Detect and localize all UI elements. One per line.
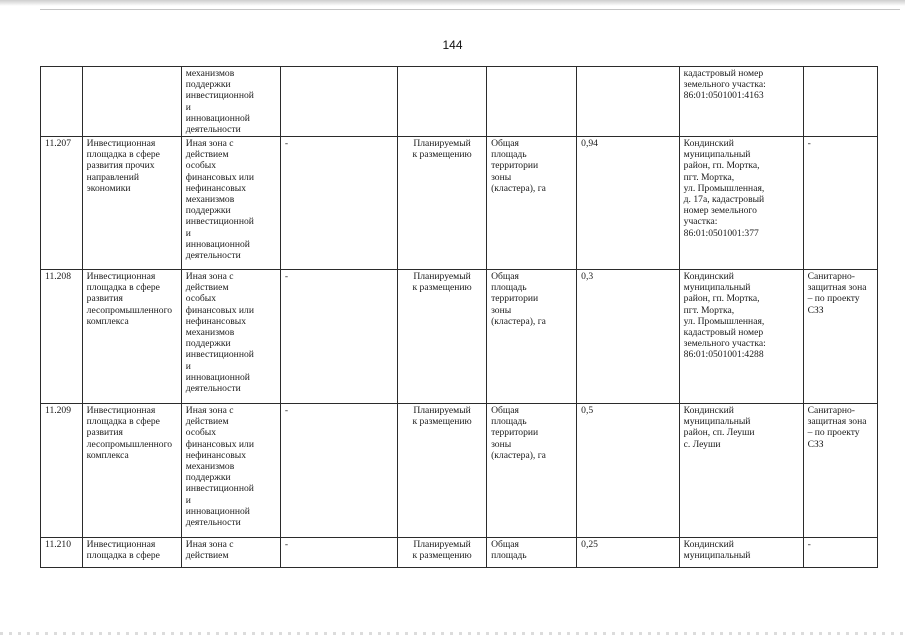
code-cell: 11.210 — [41, 538, 83, 568]
indicator-cell: Общая площадь территории зоны (кластера), га — [487, 404, 577, 538]
zone-type-cell: Иная зона с действием особых финансовых или нефинансовых механизмов поддержки инвестиционной и инновационной деятельности — [181, 404, 280, 538]
table-row — [41, 270, 878, 404]
scan-top-line — [40, 9, 900, 10]
indicator-cell: Общая площадь территории зоны (кластера), га — [487, 137, 577, 270]
object-name-cell — [82, 67, 181, 137]
location-cell: Кондинский муниципальный район, гп. Мортка, пгт. Мортка, ул. Промышленная, д. 17а, кадастровый номер земельного участка: 86:01:0501001:377 — [679, 137, 803, 270]
object-name-cell: Инвестиционная площадка в сфере развития прочих направлений экономики — [82, 137, 181, 270]
location-cell: Кондинский муниципальный район, гп. Мортка, пгт. Мортка, ул. Промышленная, кадастровый номер земельного участка: 86:01:0501001:4288 — [679, 270, 803, 404]
value-cell — [577, 67, 680, 137]
indicator-cell: Общая площадь — [487, 538, 577, 568]
note-cell — [803, 67, 877, 137]
status-cell: Планируемый к размещению — [398, 538, 487, 568]
status-cell: Планируемый к размещению — [398, 270, 487, 404]
indicator-cell: Общая площадь территории зоны (кластера), га — [487, 270, 577, 404]
location-cell: Кондинский муниципальный — [679, 538, 803, 568]
note-cell: - — [803, 538, 877, 568]
value-cell: 0,3 — [577, 270, 680, 404]
code-cell — [41, 67, 83, 137]
object-name-cell: Инвестиционная площадка в сфере развития лесопромышленного комплекса — [82, 404, 181, 538]
location-cell: кадастровый номер земельного участка: 86:01:0501001:4163 — [679, 67, 803, 137]
zone-type-cell: Иная зона с действием особых финансовых или нефинансовых механизмов поддержки инвестиционной и инновационной деятельности — [181, 270, 280, 404]
zone-type-cell: Иная зона с действием — [181, 538, 280, 568]
table-row — [41, 67, 878, 137]
table-row — [41, 137, 878, 270]
scan-top-shadow — [0, 0, 905, 6]
dash-cell: - — [280, 538, 397, 568]
table-row — [41, 538, 878, 568]
dash-cell: - — [280, 270, 397, 404]
indicator-cell — [487, 67, 577, 137]
location-cell: Кондинский муниципальный район, сп. Леуши с. Леуши — [679, 404, 803, 538]
value-cell: 0,25 — [577, 538, 680, 568]
value-cell: 0,94 — [577, 137, 680, 270]
page-number: 144 — [442, 38, 463, 52]
scan-bottom-noise — [0, 632, 905, 635]
value-cell: 0,5 — [577, 404, 680, 538]
object-name-cell: Инвестиционная площадка в сфере — [82, 538, 181, 568]
note-cell: Санитарно- защитная зона – по проекту СЗЗ — [803, 404, 877, 538]
dash-cell: - — [280, 137, 397, 270]
status-cell — [398, 67, 487, 137]
status-cell: Планируемый к размещению — [398, 404, 487, 538]
table-row — [41, 404, 878, 538]
status-cell: Планируемый к размещению — [398, 137, 487, 270]
dash-cell: - — [280, 404, 397, 538]
object-name-cell: Инвестиционная площадка в сфере развития лесопромышленного комплекса — [82, 270, 181, 404]
zone-type-cell: механизмов поддержки инвестиционной и инновационной деятельности — [181, 67, 280, 137]
note-cell: - — [803, 137, 877, 270]
code-cell: 11.207 — [41, 137, 83, 270]
note-cell: Санитарно- защитная зона – по проекту СЗЗ — [803, 270, 877, 404]
code-cell: 11.208 — [41, 270, 83, 404]
code-cell: 11.209 — [41, 404, 83, 538]
dash-cell — [280, 67, 397, 137]
zone-type-cell: Иная зона с действием особых финансовых или нефинансовых механизмов поддержки инвестиционной и инновационной деятельности — [181, 137, 280, 270]
zones-table — [40, 66, 878, 568]
